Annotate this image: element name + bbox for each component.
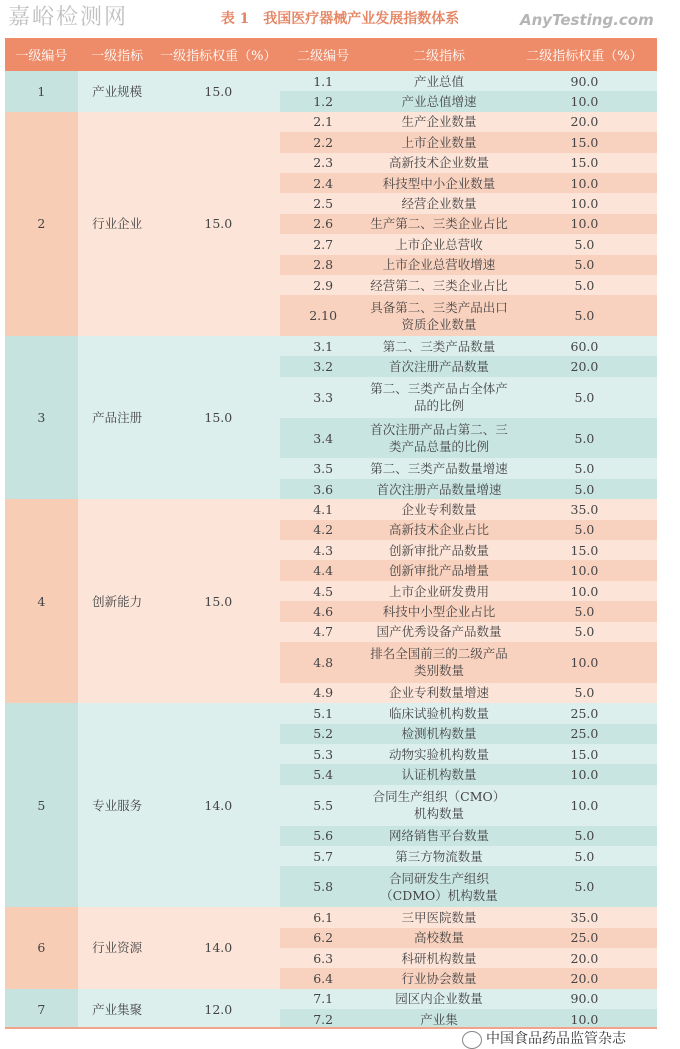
sub-indicator: 第二、三类产品数量 bbox=[366, 336, 512, 356]
sub-id: 4.8 bbox=[280, 642, 366, 683]
sub-indicator: 创新审批产品数量 bbox=[366, 540, 512, 560]
sub-weight: 90.0 bbox=[512, 71, 657, 91]
sub-weight: 90.0 bbox=[512, 989, 657, 1009]
column-header: 二级指标 bbox=[366, 38, 512, 71]
sub-id: 6.4 bbox=[280, 968, 366, 988]
group-weight: 12.0 bbox=[156, 989, 280, 1030]
sub-weight: 10.0 bbox=[512, 560, 657, 580]
sub-id: 3.2 bbox=[280, 356, 366, 376]
sub-id: 4.9 bbox=[280, 683, 366, 703]
sub-indicator: 第二、三类产品数量增速 bbox=[366, 458, 512, 478]
sub-id: 2.5 bbox=[280, 193, 366, 213]
sub-weight: 5.0 bbox=[512, 295, 657, 336]
sub-indicator: 产业集 bbox=[366, 1009, 512, 1029]
group-weight: 15.0 bbox=[156, 336, 280, 499]
group-weight: 15.0 bbox=[156, 71, 280, 112]
sub-id: 3.5 bbox=[280, 458, 366, 478]
sub-indicator: 产业总值 bbox=[366, 71, 512, 91]
sub-weight: 20.0 bbox=[512, 948, 657, 968]
sub-id: 6.2 bbox=[280, 928, 366, 948]
sub-id: 2.10 bbox=[280, 295, 366, 336]
sub-weight: 60.0 bbox=[512, 336, 657, 356]
sub-id: 6.1 bbox=[280, 907, 366, 927]
watermark-site-en: AnyTesting.com bbox=[520, 11, 654, 29]
sub-id: 4.4 bbox=[280, 560, 366, 580]
sub-weight: 5.0 bbox=[512, 479, 657, 499]
sub-indicator: 动物实验机构数量 bbox=[366, 744, 512, 764]
sub-indicator: 园区内企业数量 bbox=[366, 989, 512, 1009]
group-name: 行业企业 bbox=[78, 112, 157, 336]
watermark-source: 中国食品药品监管杂志 bbox=[486, 1031, 626, 1047]
sub-weight: 5.0 bbox=[512, 275, 657, 295]
group-name: 行业资源 bbox=[78, 907, 157, 989]
table-row bbox=[5, 907, 657, 927]
sub-weight: 10.0 bbox=[512, 91, 657, 111]
sub-indicator: 上市企业总营收 bbox=[366, 234, 512, 254]
sub-indicator: 上市企业研发费用 bbox=[366, 581, 512, 601]
sub-weight: 15.0 bbox=[512, 132, 657, 152]
sub-indicator: 产业总值增速 bbox=[366, 91, 512, 111]
sub-weight: 10.0 bbox=[512, 642, 657, 683]
sub-indicator: 上市企业数量 bbox=[366, 132, 512, 152]
sub-weight: 25.0 bbox=[512, 703, 657, 723]
sub-weight: 15.0 bbox=[512, 153, 657, 173]
group-weight: 15.0 bbox=[156, 499, 280, 703]
sub-indicator: 上市企业总营收增速 bbox=[366, 255, 512, 275]
sub-id: 4.5 bbox=[280, 581, 366, 601]
sub-weight: 25.0 bbox=[512, 724, 657, 744]
column-header: 一级指标权重（%） bbox=[156, 38, 280, 71]
sub-id: 2.8 bbox=[280, 255, 366, 275]
wechat-icon bbox=[462, 1031, 482, 1049]
sub-weight: 5.0 bbox=[512, 683, 657, 703]
sub-id: 2.9 bbox=[280, 275, 366, 295]
sub-indicator: 排名全国前三的二级产品类别数量 bbox=[366, 642, 512, 683]
sub-id: 4.6 bbox=[280, 601, 366, 621]
sub-indicator: 科研机构数量 bbox=[366, 948, 512, 968]
sub-indicator: 科技中小型企业占比 bbox=[366, 601, 512, 621]
table-row bbox=[5, 336, 657, 356]
sub-indicator: 高校数量 bbox=[366, 928, 512, 948]
group-id: 4 bbox=[5, 499, 78, 703]
sub-indicator: 经营第二、三类企业占比 bbox=[366, 275, 512, 295]
group-weight: 15.0 bbox=[156, 112, 280, 336]
column-header: 一级编号 bbox=[5, 38, 78, 71]
sub-indicator: 第三方物流数量 bbox=[366, 846, 512, 866]
sub-weight: 5.0 bbox=[512, 826, 657, 846]
table-row bbox=[5, 499, 657, 519]
index-system-table bbox=[5, 38, 657, 1029]
column-header: 一级指标 bbox=[78, 38, 157, 71]
sub-indicator: 高新技术企业占比 bbox=[366, 520, 512, 540]
sub-indicator: 首次注册产品数量 bbox=[366, 356, 512, 376]
sub-weight: 5.0 bbox=[512, 255, 657, 275]
sub-id: 7.1 bbox=[280, 989, 366, 1009]
sub-id: 2.1 bbox=[280, 112, 366, 132]
sub-id: 4.2 bbox=[280, 520, 366, 540]
sub-indicator: 企业专利数量增速 bbox=[366, 683, 512, 703]
sub-weight: 5.0 bbox=[512, 601, 657, 621]
sub-id: 3.1 bbox=[280, 336, 366, 356]
sub-id: 2.2 bbox=[280, 132, 366, 152]
group-name: 产业集聚 bbox=[78, 989, 157, 1030]
sub-weight: 20.0 bbox=[512, 356, 657, 376]
sub-weight: 10.0 bbox=[512, 173, 657, 193]
sub-id: 2.4 bbox=[280, 173, 366, 193]
sub-indicator: 经营企业数量 bbox=[366, 193, 512, 213]
sub-weight: 5.0 bbox=[512, 234, 657, 254]
group-name: 专业服务 bbox=[78, 703, 157, 907]
sub-id: 5.7 bbox=[280, 846, 366, 866]
sub-weight: 5.0 bbox=[512, 846, 657, 866]
sub-weight: 10.0 bbox=[512, 214, 657, 234]
sub-id: 5.1 bbox=[280, 703, 366, 723]
table-row bbox=[5, 989, 657, 1009]
sub-weight: 10.0 bbox=[512, 785, 657, 826]
sub-id: 4.3 bbox=[280, 540, 366, 560]
sub-indicator: 检测机构数量 bbox=[366, 724, 512, 744]
table-bottom-border bbox=[5, 1027, 657, 1029]
sub-id: 3.6 bbox=[280, 479, 366, 499]
sub-id: 5.4 bbox=[280, 764, 366, 784]
sub-indicator: 国产优秀设备产品数量 bbox=[366, 622, 512, 642]
sub-indicator: 认证机构数量 bbox=[366, 764, 512, 784]
group-id: 3 bbox=[5, 336, 78, 499]
sub-id: 6.3 bbox=[280, 948, 366, 968]
sub-weight: 5.0 bbox=[512, 520, 657, 540]
sub-id: 5.3 bbox=[280, 744, 366, 764]
group-name: 产品注册 bbox=[78, 336, 157, 499]
sub-indicator: 网络销售平台数量 bbox=[366, 826, 512, 846]
sub-indicator: 科技型中小企业数量 bbox=[366, 173, 512, 193]
sub-weight: 35.0 bbox=[512, 499, 657, 519]
sub-indicator: 生产第二、三类企业占比 bbox=[366, 214, 512, 234]
sub-indicator: 企业专利数量 bbox=[366, 499, 512, 519]
sub-weight: 5.0 bbox=[512, 377, 657, 418]
sub-weight: 10.0 bbox=[512, 581, 657, 601]
sub-indicator: 第二、三类产品占全体产品的比例 bbox=[366, 377, 512, 418]
sub-id: 1.2 bbox=[280, 91, 366, 111]
sub-id: 5.5 bbox=[280, 785, 366, 826]
sub-id: 1.1 bbox=[280, 71, 366, 91]
sub-indicator: 合同生产组织（CMO）机构数量 bbox=[366, 785, 512, 826]
sub-indicator: 三甲医院数量 bbox=[366, 907, 512, 927]
sub-indicator: 合同研发生产组织（CDMO）机构数量 bbox=[366, 866, 512, 907]
group-name: 创新能力 bbox=[78, 499, 157, 703]
table-title: 表 1 我国医疗器械产业发展指数体系 bbox=[220, 11, 460, 27]
column-header: 二级指标权重（%） bbox=[512, 38, 657, 71]
table-row bbox=[5, 71, 657, 91]
header-row bbox=[5, 38, 657, 71]
sub-indicator: 具备第二、三类产品出口资质企业数量 bbox=[366, 295, 512, 336]
group-id: 7 bbox=[5, 989, 78, 1030]
sub-id: 5.2 bbox=[280, 724, 366, 744]
sub-weight: 20.0 bbox=[512, 112, 657, 132]
sub-id: 5.6 bbox=[280, 826, 366, 846]
sub-weight: 5.0 bbox=[512, 622, 657, 642]
group-id: 5 bbox=[5, 703, 78, 907]
sub-id: 2.3 bbox=[280, 153, 366, 173]
sub-indicator: 高新技术企业数量 bbox=[366, 153, 512, 173]
sub-id: 2.7 bbox=[280, 234, 366, 254]
sub-weight: 10.0 bbox=[512, 193, 657, 213]
sub-weight: 5.0 bbox=[512, 458, 657, 478]
group-name: 产业规模 bbox=[78, 71, 157, 112]
sub-id: 2.6 bbox=[280, 214, 366, 234]
sub-indicator: 临床试验机构数量 bbox=[366, 703, 512, 723]
table-row bbox=[5, 112, 657, 132]
sub-indicator: 行业协会数量 bbox=[366, 968, 512, 988]
sub-weight: 35.0 bbox=[512, 907, 657, 927]
sub-weight: 5.0 bbox=[512, 418, 657, 459]
sub-id: 3.3 bbox=[280, 377, 366, 418]
group-id: 6 bbox=[5, 907, 78, 989]
group-weight: 14.0 bbox=[156, 703, 280, 907]
group-id: 1 bbox=[5, 71, 78, 112]
table-row bbox=[5, 703, 657, 723]
sub-weight: 15.0 bbox=[512, 540, 657, 560]
sub-id: 5.8 bbox=[280, 866, 366, 907]
group-weight: 14.0 bbox=[156, 907, 280, 989]
sub-id: 4.7 bbox=[280, 622, 366, 642]
sub-weight: 10.0 bbox=[512, 764, 657, 784]
group-id: 2 bbox=[5, 112, 78, 336]
sub-weight: 10.0 bbox=[512, 1009, 657, 1029]
sub-weight: 20.0 bbox=[512, 968, 657, 988]
sub-indicator: 首次注册产品占第二、三类产品总量的比例 bbox=[366, 418, 512, 459]
sub-weight: 25.0 bbox=[512, 928, 657, 948]
sub-weight: 15.0 bbox=[512, 744, 657, 764]
sub-id: 4.1 bbox=[280, 499, 366, 519]
sub-indicator: 生产企业数量 bbox=[366, 112, 512, 132]
sub-weight: 5.0 bbox=[512, 866, 657, 907]
sub-indicator: 创新审批产品增量 bbox=[366, 560, 512, 580]
watermark-site-cn: 嘉峪检测网 bbox=[8, 5, 129, 30]
sub-indicator: 首次注册产品数量增速 bbox=[366, 479, 512, 499]
column-header: 二级编号 bbox=[280, 38, 366, 71]
sub-id: 3.4 bbox=[280, 418, 366, 459]
sub-id: 7.2 bbox=[280, 1009, 366, 1029]
